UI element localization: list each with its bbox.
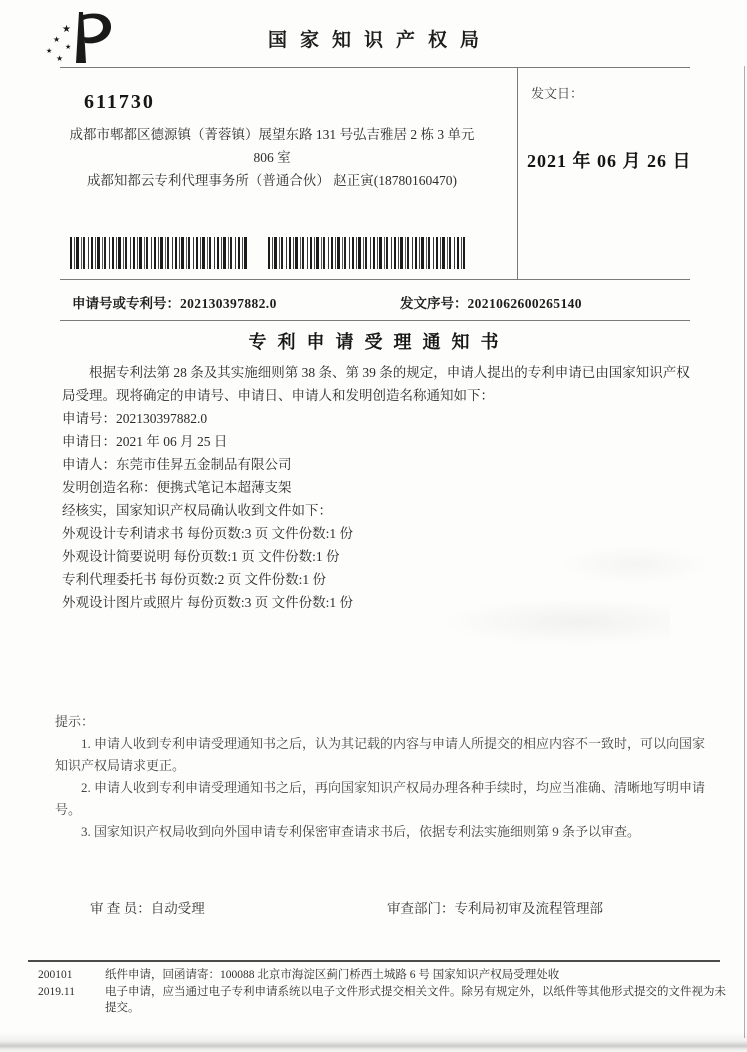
issue-box-border [517, 67, 518, 280]
address-line-2: 806 室 [253, 150, 291, 165]
field-invention-title [62, 476, 694, 499]
examiner-value: 自动受理 [150, 901, 205, 916]
address-line-1: 成都市郫都区德源镇（菁蓉镇）展望东路 131 号弘吉雅居 2 栋 3 单元 [69, 127, 475, 142]
svg-text:★: ★ [46, 47, 53, 55]
application-number-pair [72, 292, 277, 312]
document-item: 外观设计简要说明 每份页数:1 页 文件份数:1 份 [62, 549, 340, 564]
form-revision: 2019.11 [38, 985, 75, 998]
svg-text:★: ★ [53, 35, 61, 44]
field-label: 申请日： [62, 434, 116, 449]
tip-item-2: 2. 申请人收到专利申请受理通知书之后，再向国家知识产权局办理各种手续时，均应当准确、清晰地写明申请号。 [55, 780, 706, 817]
recipient-address [60, 123, 484, 192]
field-application-number [62, 407, 694, 430]
svg-text:★: ★ [62, 24, 71, 35]
notice-title: 专利申请受理通知书 [248, 332, 510, 352]
serial-number-value: 2021062600265140 [467, 296, 582, 311]
footer-paper-line: 纸件申请，回函请寄：100088 北京市海淀区蓟门桥西土城路 6 号 国家知识产权局受理处收 [105, 969, 560, 981]
examiner-pair [90, 897, 205, 917]
field-applicant [62, 453, 694, 476]
tip-item-1: 1. 申请人收到专利申请受理通知书之后，认为其记载的内容与申请人所提交的相应内容不一致时，可以向国家知识产权局请求更正。 [55, 736, 706, 773]
scan-artifact [560, 545, 710, 585]
department-pair [387, 897, 603, 917]
examiner-label: 审 查 员： [90, 901, 151, 916]
issue-date-label: 发文日： [531, 86, 584, 101]
application-number-value: 202130397882.0 [180, 296, 277, 311]
footer-form-codes [38, 967, 75, 1000]
document-item: 专利代理委托书 每份页数:2 页 文件份数:1 份 [62, 572, 327, 587]
serial-number-label: 发文序号： [400, 296, 468, 311]
svg-text:★: ★ [65, 43, 72, 51]
barcode-serial [268, 237, 465, 269]
footer-electronic-line: 电子申请，应当通过电子专利申请系统以电子文件形式提交相关文件。除另有规定外，以纸件等其他形式提交的文件视为未提交。 [105, 985, 726, 1014]
scan-artifact [440, 598, 670, 646]
footer-divider [28, 960, 720, 962]
svg-text:★: ★ [56, 54, 64, 63]
tips-section [55, 711, 707, 843]
application-number-label: 申请号或专利号： [72, 296, 180, 311]
page-bottom-shadow [0, 1032, 747, 1052]
barcode-divider [60, 279, 690, 280]
document-item: 外观设计图片或照片 每份页数:3 页 文件份数:1 份 [62, 595, 354, 610]
barcode-application [70, 237, 247, 269]
form-code: 200101 [38, 969, 73, 981]
department-label: 审查部门： [387, 901, 455, 916]
field-label: 发明创造名称： [62, 480, 157, 495]
serial-number-pair [400, 292, 582, 312]
department-value: 专利局初审及流程管理部 [454, 901, 603, 916]
reference-divider [60, 320, 690, 321]
field-label: 申请号： [62, 411, 116, 426]
agency-title: 国家知识产权局 [267, 30, 492, 51]
field-filing-date [62, 430, 694, 453]
postal-code: 611730 [84, 91, 155, 113]
agent-line: 成都知都云专利代理事务所（普通合伙） 赵正寅(18780160470) [86, 173, 458, 188]
field-value: 2021 年 06 月 25 日 [116, 434, 228, 449]
issue-date-value: 2021 年 06 月 26 日 [527, 151, 692, 171]
confirmation-intro: 经核实，国家知识产权局确认收到文件如下： [62, 503, 332, 518]
field-value: 202130397882.0 [116, 411, 208, 426]
field-value: 东莞市佳昇五金制品有限公司 [116, 457, 292, 472]
tips-heading: 提示： [55, 714, 95, 729]
notice-intro: 根据专利法第 28 条及其实施细则第 38 条、第 39 条的规定，申请人提出的专利申请已由国家知识产权局受理。现将确定的申请号、申请日、申请人和发明创造名称通知如下： [62, 365, 690, 403]
footer-instructions [105, 967, 733, 1017]
document-item: 外观设计专利请求书 每份页数:3 页 文件份数:1 份 [62, 526, 354, 541]
tip-item-3: 3. 国家知识产权局收到向外国申请专利保密审查请求书后，依据专利法实施细则第 9 条予以审查。 [81, 824, 641, 839]
page-edge-line [744, 66, 745, 1038]
header-divider [60, 67, 690, 68]
field-value: 便携式笔记本超薄支架 [156, 480, 292, 495]
field-label: 申请人： [62, 457, 116, 472]
